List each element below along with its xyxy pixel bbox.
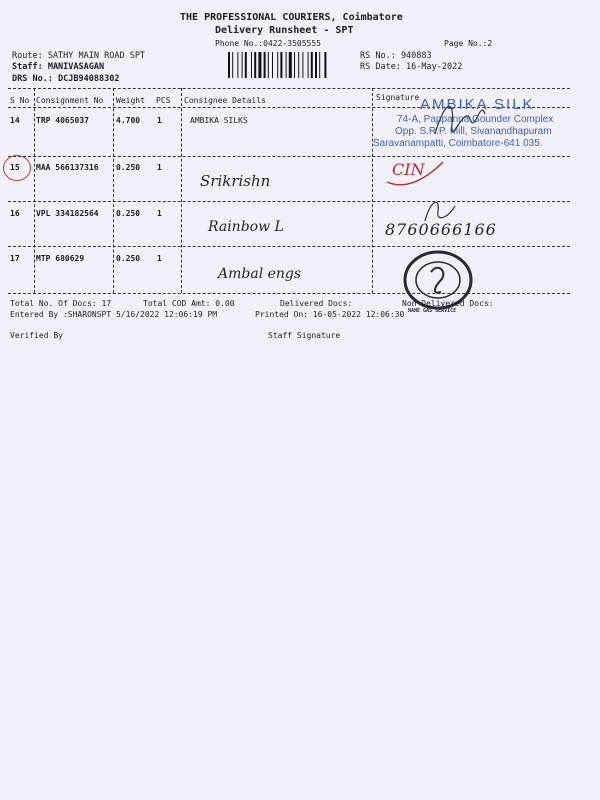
barcode-bar (324, 52, 326, 78)
row-consignment: VPL 334182564 (36, 209, 99, 218)
barcode-bar (294, 52, 295, 78)
row-weight: 4.700 (116, 116, 141, 125)
table-bottom-rule (8, 293, 570, 294)
row-pcs: 1 (157, 254, 162, 263)
total-cod: Total COD Amt: 0.00 (143, 299, 235, 308)
barcode-bar (254, 52, 256, 78)
row-divider (8, 246, 570, 247)
stamp-ambika-line2: Opp. S.R.P. Mill, Sivanandhapuram (395, 126, 552, 137)
col-header-pcs: PCS (156, 96, 171, 105)
barcode-bar (319, 52, 320, 78)
barcode-bar (237, 52, 238, 78)
barcode-bar (251, 52, 252, 78)
total-docs: Total No. Of Docs: 17 (10, 299, 112, 308)
signature-row15: CIN (392, 160, 425, 179)
col-header-weight: Weight (116, 96, 145, 105)
row-sno: 14 (10, 116, 20, 125)
barcode-bar (258, 52, 261, 78)
company-title: THE PROFESSIONAL COURIERS, Coimbatore (180, 12, 403, 23)
col-header-consignment: Consignment No (36, 96, 104, 105)
col-divider (181, 88, 182, 293)
col-header-consignee: Consignee Details (184, 96, 266, 105)
printed-on: Printed On: 16-05-2022 12:06:30 (255, 310, 405, 319)
rs-date: RS Date: 16-May-2022 (360, 62, 463, 72)
handwritten-consignee: Ambal engs (218, 266, 302, 282)
row-divider (8, 201, 570, 202)
row-weight: 0.250 (116, 209, 141, 218)
row-sno: 16 (10, 209, 20, 218)
barcode-bar (242, 52, 243, 78)
col-header-signature: Signature (376, 93, 420, 102)
gas-stamp-text: NANE GAS SERVICE (408, 308, 457, 314)
row-sno: 15 (10, 163, 20, 172)
barcode (228, 52, 348, 78)
col-divider (34, 88, 35, 293)
table-top-rule (8, 88, 570, 89)
handwritten-consignee: Srikrishn (200, 172, 271, 190)
barcode-bar (264, 52, 266, 78)
barcode-bar (280, 52, 282, 78)
staff: Staff: MANIVASAGAN (12, 62, 105, 72)
barcode-bar (277, 52, 278, 78)
barcode-bar (302, 52, 303, 78)
signature-scribble (430, 94, 490, 144)
handwritten-consignee: Rainbow L (208, 219, 284, 235)
row-consignment: MTP 680629 (36, 254, 85, 263)
rs-number: RS No.: 940883 (360, 51, 432, 61)
drs-number: DRS No.: DCJB94088302 (12, 74, 120, 84)
row-weight: 0.250 (116, 163, 141, 172)
stamp-ambika-name: AMBIKA SILK (420, 96, 535, 113)
phone-number: Phone No.:0422-3505555 (215, 39, 321, 48)
barcode-bar (268, 52, 269, 78)
row-sno: 17 (10, 254, 20, 263)
col-header-sno: S No (10, 96, 30, 105)
barcode-bar (308, 52, 309, 78)
barcode-bar (245, 52, 247, 78)
barcode-bar (232, 52, 233, 78)
signature-row16: 8760666166 (385, 220, 497, 239)
barcode-bar (289, 52, 292, 78)
signature-row15-stroke (385, 160, 445, 190)
row-weight: 0.250 (116, 254, 141, 263)
delivered-docs: Delivered Docs: (280, 299, 353, 308)
row-pcs: 1 (157, 116, 162, 125)
barcode-bar (298, 52, 299, 78)
route: Route: SATHY MAIN ROAD SPT (12, 51, 146, 61)
non-delivered-docs: Non Delivered Docs: (402, 299, 494, 308)
barcode-bar (311, 52, 313, 78)
row-pcs: 1 (157, 209, 162, 218)
barcode-bar (286, 52, 287, 78)
barcode-bar (228, 52, 230, 78)
staff-signature: Staff Signature (268, 331, 341, 340)
stamp-ambika-line1: 74-A, Pappanna Gounder Complex (397, 114, 554, 125)
col-divider (113, 88, 114, 293)
page-number: Page No.:2 (444, 39, 493, 48)
runsheet-title: Delivery Runsheet - SPT (215, 25, 354, 36)
entered-by: Entered By :SHARONSPT 5/16/2022 12:06:19 PM (10, 310, 218, 319)
barcode-bar (272, 52, 273, 78)
row-consignment: TRP 4065037 (36, 116, 89, 125)
row-consignment: MAA 566137316 (36, 163, 99, 172)
verified-by: Verified By (10, 331, 63, 340)
row-pcs: 1 (157, 163, 162, 172)
stamp-ambika-line3: Saravanampatti, Coimbatore-641 035. (373, 138, 543, 149)
col-divider (372, 88, 373, 293)
row-consignee: AMBIKA SILKS (190, 116, 248, 125)
barcode-bar (315, 52, 317, 78)
hand-drawn-circle (3, 155, 31, 181)
row-divider (8, 156, 570, 157)
